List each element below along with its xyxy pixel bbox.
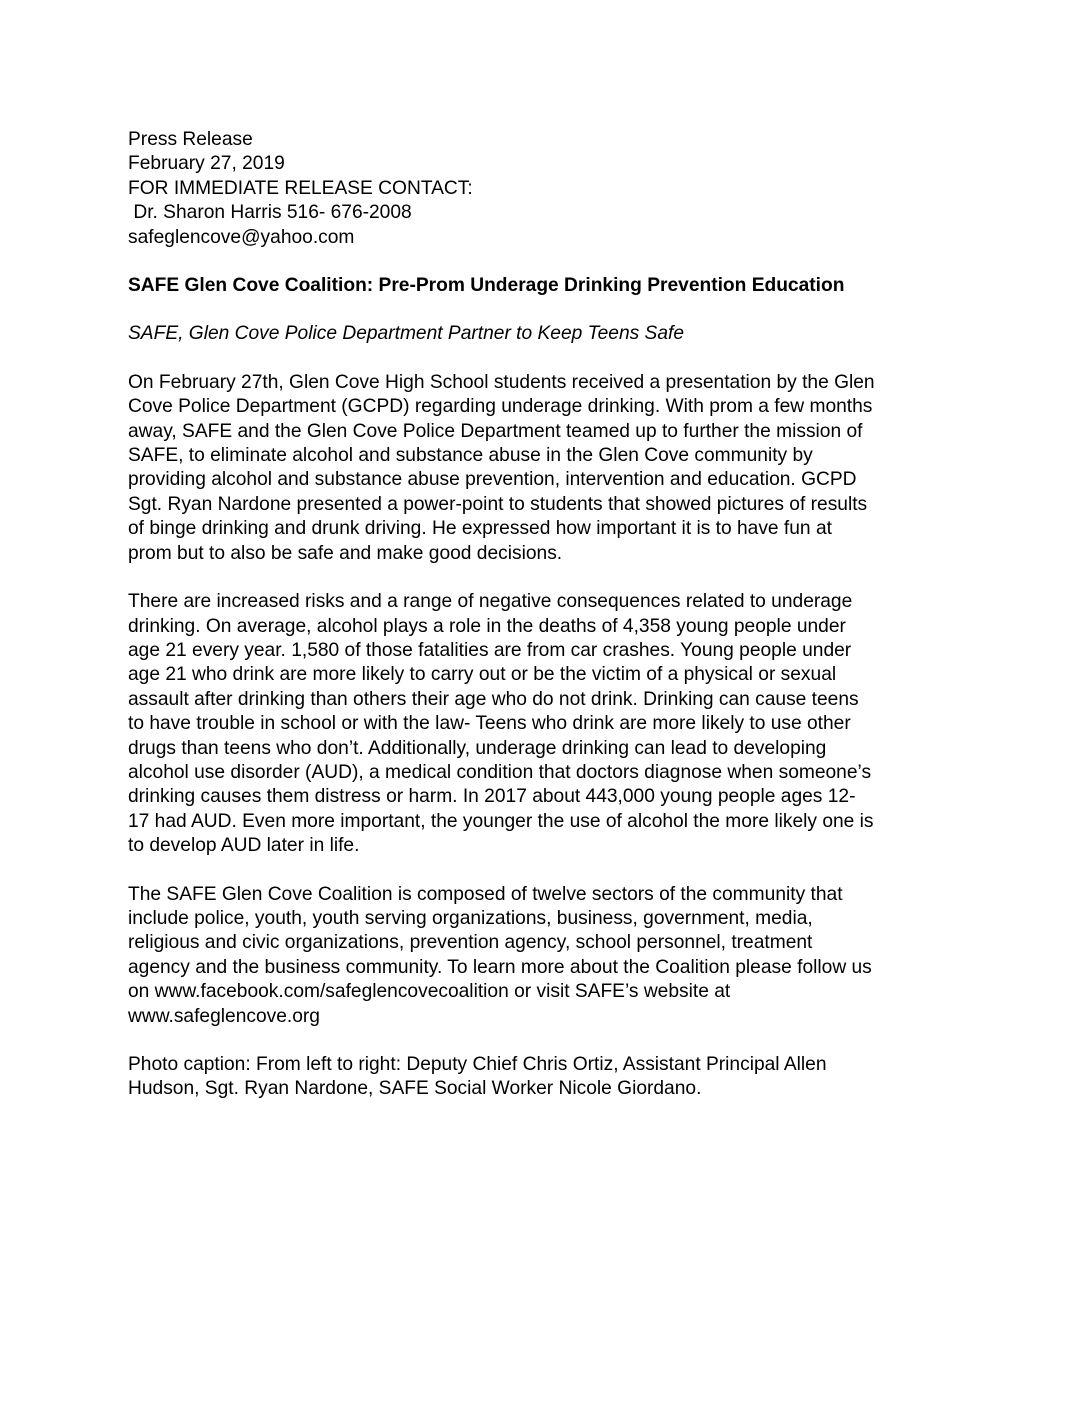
paragraph-line: providing alcohol and substance abuse prevention, intervention and education. GCPD: [128, 469, 857, 491]
paragraph-line: of binge drinking and drunk driving. He expressed how important it is to have fun at: [128, 518, 832, 540]
paragraph-line: 17 had AUD. Even more important, the younger the use of alcohol the more likely one is: [128, 810, 874, 832]
paragraph-line: Sgt. Ryan Nardone presented a power-point to students that showed pictures of results: [128, 493, 868, 515]
caption-line: Hudson, Sgt. Ryan Nardone, SAFE Social Worker Nicole Giordano.: [128, 1078, 702, 1100]
paragraph-line: The SAFE Glen Cove Coalition is composed of twelve sectors of the community that: [128, 883, 843, 905]
paragraph-line: on www.facebook.com/safeglencovecoalition or visit SAFE’s website at: [128, 981, 731, 1003]
paragraph-line: drinking causes them distress or harm. In 2017 about 443,000 young people ages 12-: [128, 786, 856, 808]
paragraph-line: drugs than teens who don’t. Additionally, underage drinking can lead to developing: [128, 737, 827, 759]
press-release-body: [128, 128, 968, 1102]
header-block: [128, 128, 968, 250]
paragraph-line: to develop AUD later in life.: [128, 835, 360, 857]
paragraph-line: age 21 who drink are more likely to carry out or be the victim of a physical or sexual: [128, 664, 837, 686]
paragraph-line: SAFE, to eliminate alcohol and substance abuse in the Glen Cove community by: [128, 445, 813, 467]
document-label: Press Release: [128, 129, 253, 150]
release-notice: FOR IMMEDIATE RELEASE CONTACT:: [128, 177, 473, 199]
caption-line: Photo caption: From left to right: Deputy Chief Chris Ortiz, Assistant Principal Allen: [128, 1054, 827, 1075]
photo-caption: [128, 1053, 968, 1102]
contact-email: safeglencove@yahoo.com: [128, 226, 355, 248]
paragraph-line: There are increased risks and a range of negative consequences related to underage: [128, 591, 853, 613]
contact-line: Dr. Sharon Harris 516- 676-2008: [128, 202, 412, 224]
paragraph-line: assault after drinking than others their age who do not drink. Drinking can cause teens: [128, 688, 859, 710]
paragraph-line: to have trouble in school or with the law- Teens who drink are more likely to use other: [128, 713, 851, 735]
paragraph-line: religious and civic organizations, prevention agency, school personnel, treatment: [128, 932, 813, 954]
paragraph-line: alcohol use disorder (AUD), a medical condition that doctors diagnose when someone’s: [128, 761, 872, 783]
paragraph-line: include police, youth, youth serving organizations, business, government, media,: [128, 907, 813, 929]
paragraph-line: Cove Police Department (GCPD) regarding underage drinking. With prom a few months: [128, 396, 873, 418]
headline: SAFE Glen Cove Coalition: Pre-Prom Underage Drinking Prevention Education: [128, 275, 845, 297]
subheadline: SAFE, Glen Cove Police Department Partner to Keep Teens Safe: [128, 323, 685, 345]
paragraph-line: www.safeglencove.org: [128, 1005, 320, 1027]
paragraph-risks: [128, 590, 968, 858]
paragraph-line: away, SAFE and the Glen Cove Police Department teamed up to further the mission of: [128, 420, 863, 442]
paragraph-line: On February 27th, Glen Cove High School students received a presentation by the Glen: [128, 371, 875, 393]
paragraph-line: prom but to also be safe and make good decisions.: [128, 542, 563, 564]
paragraph-line: agency and the business community. To learn more about the Coalition please follow us: [128, 956, 872, 978]
paragraph-presentation: [128, 371, 968, 566]
paragraph-line: drinking. On average, alcohol plays a role in the deaths of 4,358 young people under: [128, 615, 846, 637]
paragraph-line: age 21 every year. 1,580 of those fatalities are from car crashes. Young people under: [128, 639, 852, 661]
release-date: February 27, 2019: [128, 153, 285, 175]
paragraph-coalition: [128, 883, 968, 1029]
